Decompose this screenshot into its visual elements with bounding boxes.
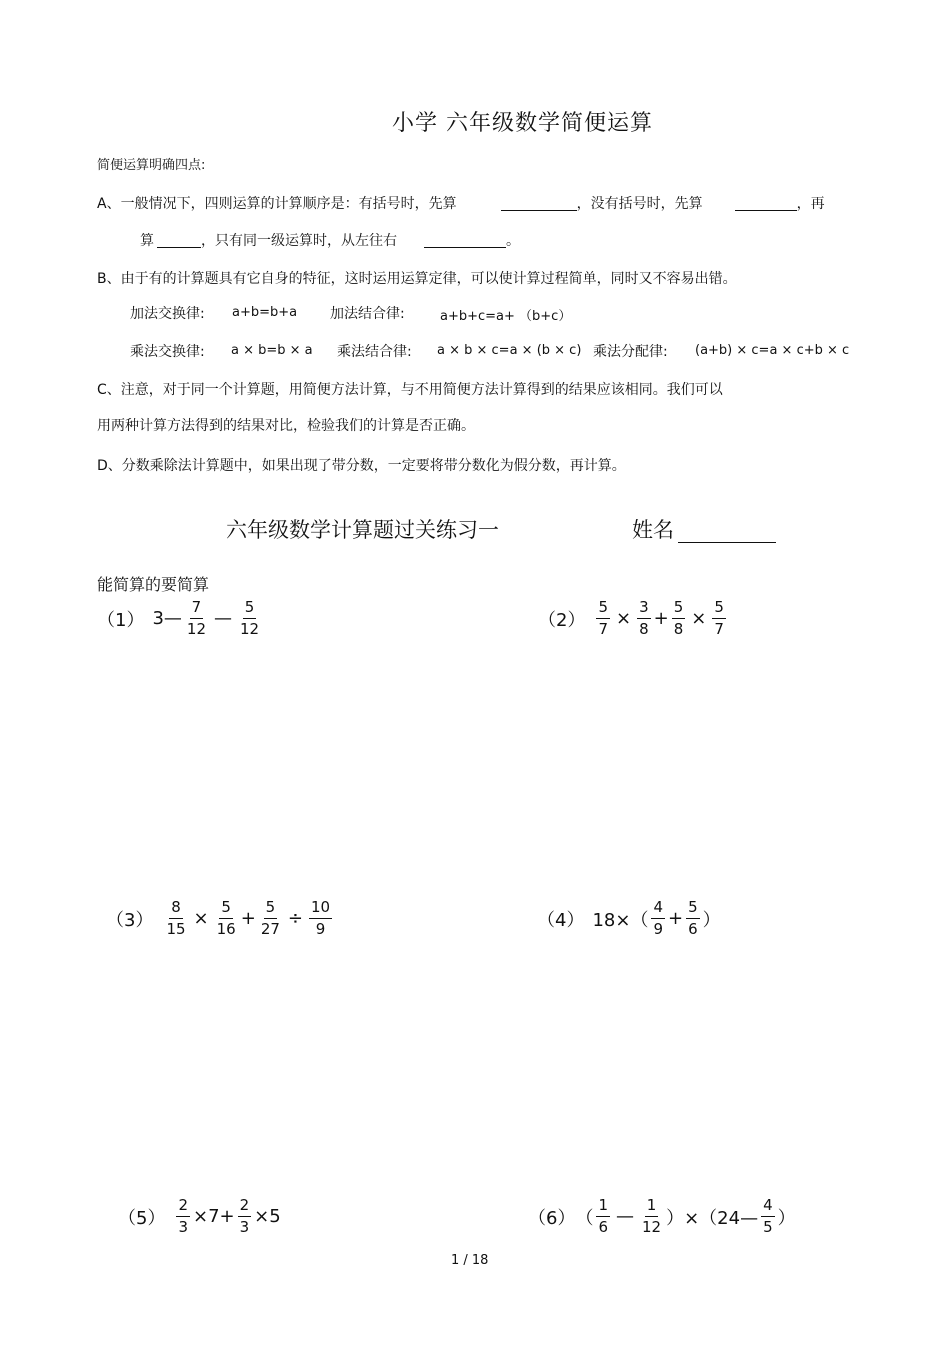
point-b-text: B、由于有的计算题具有它自身的特征，这时运用运算定律，可以使计算过程简单，同时又不容易出错。 xyxy=(97,271,737,287)
problem-number: （1） xyxy=(97,609,145,631)
distributive-label: 乘法分配律: xyxy=(593,344,668,360)
operator: × xyxy=(691,608,707,629)
add-associative-label: 加法结合律: xyxy=(330,306,405,322)
point-a-line2 xyxy=(140,230,520,250)
problem-4 xyxy=(537,900,721,937)
term: ） xyxy=(702,909,721,931)
fraction: $\frac{1}{6}$ xyxy=(598,1196,608,1236)
add-commutative-label: 加法交换律: xyxy=(130,306,205,322)
point-c-line2: 用两种计算方法得到的结果对比，检验我们的计算是否正确。 xyxy=(97,418,475,434)
add-commutative-formula: a+b=b+a xyxy=(232,305,298,320)
term: 18×（ xyxy=(592,909,649,931)
point-a-line2-end: 。 xyxy=(506,233,520,249)
point-a-line2-start: 算 xyxy=(140,233,154,249)
problem-number: （2） xyxy=(538,609,586,631)
practice-title: 六年级数学计算题过关练习一 xyxy=(226,518,499,542)
term: ×7+ xyxy=(193,1206,235,1227)
fraction: $\frac{1}{12}$ xyxy=(642,1196,662,1236)
page-title: 小学 六年级数学简便运算 xyxy=(392,111,653,136)
point-c-line1: C、注意，对于同一个计算题，用简便方法计算，与不用简便方法计算得到的结果应该相同。我们可以 xyxy=(97,382,723,398)
fraction: $\frac{4}{9}$ xyxy=(653,898,663,938)
problem-number: （6） xyxy=(528,1207,576,1229)
instruction: 能简算的要简算 xyxy=(97,575,210,594)
point-a-line2-mid: ，只有同一级运算时，从左往右 xyxy=(201,233,397,249)
fraction: $\frac{2}{3}$ xyxy=(239,1196,250,1236)
blank-3[interactable] xyxy=(157,233,201,248)
intro-text: 简便运算明确四点: xyxy=(97,158,206,173)
operator: + xyxy=(653,608,669,629)
problem-1 xyxy=(97,600,264,637)
blank-4[interactable] xyxy=(424,233,506,248)
add-associative-formula: a+b+c=a+ （b+c） xyxy=(440,309,572,324)
mul-associative-formula: a × b × c=a × (b × c) xyxy=(437,343,582,358)
fraction: $\frac{3}{8}$ xyxy=(639,598,649,638)
name-field xyxy=(632,514,776,544)
point-a-mid: ，没有括号时，先算 xyxy=(576,196,703,212)
problem-number: （4） xyxy=(537,909,585,931)
fraction: $\frac{10}{9}$ xyxy=(311,898,331,938)
operator: — xyxy=(616,1206,634,1227)
fraction: $\frac{8}{15}$ xyxy=(166,898,186,938)
problem-2 xyxy=(538,600,729,637)
operator: ÷ xyxy=(287,908,304,929)
distributive-formula: (a+b) × c=a × c+b × c xyxy=(695,343,850,358)
problem-number: （5） xyxy=(118,1207,166,1229)
fraction: $\frac{5}{8}$ xyxy=(673,598,684,638)
operator: + xyxy=(668,908,684,929)
operator: + xyxy=(240,908,256,929)
problem-3 xyxy=(106,900,335,937)
mul-commutative-formula: a × b=b × a xyxy=(231,343,313,358)
mul-associative-label: 乘法结合律: xyxy=(337,344,412,360)
point-a-prefix: A、一般情况下，四则运算的计算顺序是：有括号时，先算 xyxy=(97,196,457,212)
term: ×5 xyxy=(254,1206,281,1227)
fraction: $\frac{5}{6}$ xyxy=(688,898,698,938)
fraction: $\frac{5}{12}$ xyxy=(240,598,260,638)
fraction: $\frac{5}{16}$ xyxy=(216,898,236,938)
name-label: 姓名 xyxy=(632,518,674,542)
mul-commutative-label: 乘法交换律: xyxy=(130,344,205,360)
term: ） xyxy=(777,1207,796,1229)
blank-1[interactable] xyxy=(501,196,577,211)
page-number: 1 / 18 xyxy=(451,1253,489,1268)
fraction: $\frac{5}{7}$ xyxy=(714,598,724,638)
point-a-line1 xyxy=(97,193,825,213)
problem-6 xyxy=(528,1198,796,1235)
fraction: $\frac{2}{3}$ xyxy=(178,1196,188,1236)
problem-number: （3） xyxy=(106,909,154,931)
fraction: $\frac{4}{5}$ xyxy=(763,1196,773,1236)
fraction: $\frac{7}{12}$ xyxy=(186,598,206,638)
operator: × xyxy=(616,608,632,629)
point-a-end: ，再 xyxy=(796,196,825,212)
operator: × xyxy=(193,908,209,929)
operator: — xyxy=(214,608,232,629)
term: 3— xyxy=(152,608,182,629)
term: （ xyxy=(575,1207,594,1229)
fraction: $\frac{5}{7}$ xyxy=(598,598,608,638)
fraction: $\frac{5}{27}$ xyxy=(260,898,280,938)
name-blank[interactable] xyxy=(678,520,776,543)
blank-2[interactable] xyxy=(735,196,797,211)
problem-5 xyxy=(118,1198,281,1235)
point-d-text: D、分数乘除法计算题中，如果出现了带分数，一定要将带分数化为假分数，再计算。 xyxy=(97,458,626,474)
term: ）×（24— xyxy=(666,1207,759,1229)
